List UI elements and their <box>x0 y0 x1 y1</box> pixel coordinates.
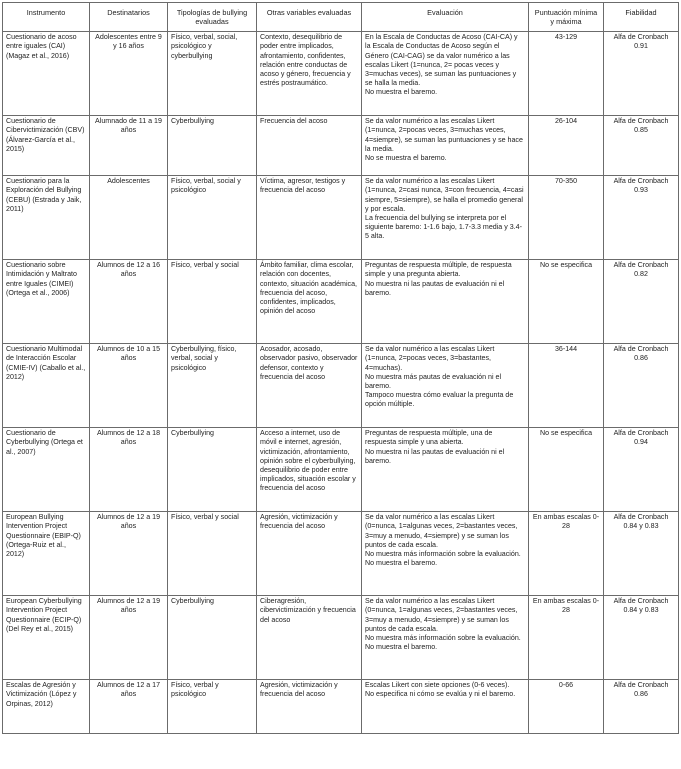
otras-text: Ámbito familiar, clima escolar, relación con docentes, contexto, situación académica, frecuencia del acoso, confidentes, implicados, opinión del acoso <box>260 261 358 316</box>
cell-fiabilidad <box>604 680 679 734</box>
cell-instrumento <box>3 260 90 344</box>
cell-tipologias <box>168 116 257 176</box>
cell-evaluacion <box>362 596 529 680</box>
fiabilidad-line: Alfa de Cronbach <box>613 117 669 126</box>
cell-tipologias <box>168 32 257 116</box>
instrumento-text: Cuestionario de Cyberbullying (Ortega et al., 2007) <box>6 429 83 456</box>
cell-instrumento <box>3 32 90 116</box>
table-row <box>3 680 679 734</box>
cell-fiabilidad <box>604 32 679 116</box>
cell-otras <box>257 680 362 734</box>
tipologias-text: Físico, verbal, social, psicológico y cyberbullying <box>171 33 238 60</box>
destinatarios-text: Alumnos de 12 a 19 años <box>96 597 161 615</box>
header-instrumento: Instrumento <box>3 3 90 32</box>
fiabilidad-line: 0.86 <box>634 354 648 363</box>
cell-tipologias <box>168 344 257 428</box>
fiabilidad-line: 0.86 <box>634 690 648 699</box>
fiabilidad-line: 0.84 y 0.83 <box>623 606 659 615</box>
header-fiabilidad: Fiabilidad <box>604 3 679 32</box>
cell-otras <box>257 344 362 428</box>
evaluacion-line: La frecuencia del bullying se interpreta por el siguiente baremo: 1-1.6 bajo, 1.7-3.3 media y 3.4-5 alta. <box>365 213 522 241</box>
tipologias-text: Cyberbullying <box>171 117 214 126</box>
cell-instrumento <box>3 116 90 176</box>
puntuacion-text: 43-129 <box>554 33 578 42</box>
table-row <box>3 512 679 596</box>
header-evaluacion: Evaluación <box>362 3 529 32</box>
destinatarios-text: Alumnado de 11 a 19 años <box>95 117 162 135</box>
fiabilidad-line: Alfa de Cronbach <box>613 345 669 354</box>
fiabilidad-line: Alfa de Cronbach <box>613 177 669 186</box>
puntuacion-text: 0-66 <box>558 681 574 690</box>
cell-destinatarios <box>90 344 168 428</box>
cell-otras <box>257 116 362 176</box>
cell-otras <box>257 428 362 512</box>
cell-otras <box>257 32 362 116</box>
cell-instrumento <box>3 512 90 596</box>
table-row <box>3 596 679 680</box>
puntuacion-text: En ambas escalas 0-28 <box>532 513 600 531</box>
cell-destinatarios <box>90 680 168 734</box>
otras-text: Frecuencia del acoso <box>260 117 328 126</box>
cell-puntuacion <box>529 428 604 512</box>
evaluacion-line: No especifica ni cómo se evalúa y ni el baremo. <box>365 690 516 699</box>
cell-evaluacion <box>362 176 529 260</box>
cell-puntuacion <box>529 32 604 116</box>
cell-fiabilidad <box>604 260 679 344</box>
cell-destinatarios <box>90 32 168 116</box>
header-tipologias: Tipologías de bullying evaluadas <box>168 3 257 32</box>
evaluacion-line: Se da valor numérico a las escalas Likert (0=nunca, 1=algunas veces, 2=bastantes veces, 3=muy a menudo, 4=siempre) y se suman los puntos de cada escala. <box>365 597 518 633</box>
header-destinatarios: Destinatarios <box>90 3 168 32</box>
cell-destinatarios <box>90 512 168 596</box>
evaluacion-line: No muestra ni las pautas de evaluación ni el baremo. <box>365 447 505 465</box>
table-row <box>3 344 679 428</box>
cell-fiabilidad <box>604 512 679 596</box>
header-row <box>3 3 679 32</box>
cell-destinatarios <box>90 116 168 176</box>
cell-puntuacion <box>529 680 604 734</box>
cell-otras <box>257 512 362 596</box>
evaluacion-line: En la Escala de Conductas de Acoso (CAI-CA) y la Escala de Conductas de Acoso según el Género (CAI-CAG) se da valor numérico a las escalas Likert (1=nunca, 2= pocas veces y 3=muchas veces), se suman las puntuaciones y se halla la media. <box>365 33 518 88</box>
tipologias-text: Físico, verbal y psicológico <box>171 681 219 699</box>
cell-puntuacion <box>529 176 604 260</box>
cell-puntuacion <box>529 596 604 680</box>
evaluacion-line: No muestra el baremo. <box>365 88 438 97</box>
puntuacion-text: 36-144 <box>554 345 578 354</box>
cell-destinatarios <box>90 596 168 680</box>
tipologias-text: Físico, verbal y social <box>171 513 239 522</box>
header-puntuacion: Puntuación mínima y máxima <box>529 3 604 32</box>
instrumento-text: Cuestionario Multimodal de Interacción Escolar (CMIE-IV) (Caballo et al., 2012) <box>6 345 86 381</box>
evaluacion-line: No muestra el baremo. <box>365 643 438 652</box>
cell-destinatarios <box>90 176 168 260</box>
cell-otras <box>257 260 362 344</box>
fiabilidad-line: Alfa de Cronbach <box>613 33 669 42</box>
cell-otras <box>257 176 362 260</box>
table-row <box>3 260 679 344</box>
cell-puntuacion <box>529 260 604 344</box>
cell-tipologias <box>168 260 257 344</box>
otras-text: Ciberagresión, cibervictimización y frecuencia del acoso <box>260 597 356 624</box>
otras-text: Contexto, desequilibrio de poder entre implicados, afrontamiento, confidentes, relación entre conductas de acoso y género, frecuencia y estrés postraumático. <box>260 33 351 88</box>
fiabilidad-line: 0.84 y 0.83 <box>623 522 659 531</box>
cell-instrumento <box>3 596 90 680</box>
cell-fiabilidad <box>604 596 679 680</box>
evaluacion-line: Tampoco muestra cómo evaluar la pregunta de opción múltiple. <box>365 391 514 409</box>
cell-evaluacion <box>362 680 529 734</box>
tipologias-text: Físico, verbal, social y psicológico <box>171 177 241 195</box>
fiabilidad-line: 0.91 <box>634 42 648 51</box>
cell-tipologias <box>168 680 257 734</box>
instruments-table <box>2 2 679 734</box>
evaluacion-line: Se da valor numérico a las escalas Likert (1=nunca, 2=pocas veces, 3=muchas veces, 4=siempre), se suman las puntuaciones y se hace la media. <box>365 117 523 153</box>
fiabilidad-line: Alfa de Cronbach <box>613 429 669 438</box>
fiabilidad-line: 0.93 <box>634 186 648 195</box>
puntuacion-text: 26-104 <box>554 117 578 126</box>
evaluacion-line: Preguntas de respuesta múltiple, una de respuesta simple y una abierta. <box>365 429 493 447</box>
otras-text: Víctima, agresor, testigos y frecuencia del acoso <box>260 177 346 195</box>
puntuacion-text: No se especifica <box>539 261 593 270</box>
cell-tipologias <box>168 596 257 680</box>
otras-text: Acosador, acosado, observador pasivo, observador defensor, contexto y frecuencia del acoso <box>260 345 358 381</box>
cell-fiabilidad <box>604 116 679 176</box>
otras-text: Acceso a internet, uso de móvil e internet, agresión, victimización, afrontamiento, opinión sobre el cyberbullying, desequilibrio de poder entre implicados, situación escolar y frecuencia del acoso <box>260 429 356 493</box>
table-row <box>3 428 679 512</box>
cell-evaluacion <box>362 260 529 344</box>
instrumento-text: Cuestionario de acoso entre iguales (CAI) (Magaz et al., 2016) <box>6 33 77 60</box>
cell-puntuacion <box>529 512 604 596</box>
fiabilidad-line: Alfa de Cronbach <box>613 681 669 690</box>
evaluacion-line: Se da valor numérico a las escalas Likert (0=nunca, 1=algunas veces, 2=bastantes veces, 3=muy a menudo, 4=siempre) y se suman los puntos de cada escala. <box>365 513 518 549</box>
instrumento-text: European Bullying Intervention Project Questionnaire (EBIP-Q) (Ortega-Ruiz et al., 2012) <box>6 513 81 558</box>
destinatarios-text: Alumnos de 12 a 16 años <box>96 261 161 279</box>
cell-tipologias <box>168 428 257 512</box>
fiabilidad-line: Alfa de Cronbach <box>613 597 669 606</box>
cell-instrumento <box>3 344 90 428</box>
cell-destinatarios <box>90 260 168 344</box>
evaluacion-line: Se da valor numérico a las escalas Likert (1=nunca, 2=pocas veces, 3=bastantes, 4=muchas). <box>365 345 495 372</box>
fiabilidad-line: Alfa de Cronbach <box>613 261 669 270</box>
cell-tipologias <box>168 176 257 260</box>
destinatarios-text: Alumnos de 12 a 17 años <box>96 681 161 699</box>
destinatarios-text: Alumnos de 12 a 19 años <box>96 513 161 531</box>
otras-text: Agresión, victimización y frecuencia del acoso <box>260 681 338 699</box>
fiabilidad-line: 0.85 <box>634 126 648 135</box>
table-row <box>3 176 679 260</box>
evaluacion-line: No muestra el baremo. <box>365 559 438 568</box>
evaluacion-line: No muestra más información sobre la evaluación. <box>365 549 521 558</box>
header-otras: Otras variables evaluadas <box>257 3 362 32</box>
instrumento-text: European Cyberbullying Intervention Project Questionnaire (ECIP-Q) (Del Rey et al., 2015) <box>6 597 82 633</box>
instrumento-text: Cuestionario de Cibervictimización (CBV) (Álvarez-García et al., 2015) <box>6 117 85 153</box>
evaluacion-line: Escalas Likert con siete opciones (0-6 veces). <box>365 681 510 690</box>
otras-text: Agresión, victimización y frecuencia del acoso <box>260 513 338 531</box>
evaluacion-line: No muestra ni las pautas de evaluación ni el baremo. <box>365 279 505 297</box>
table-row <box>3 116 679 176</box>
tipologias-text: Cyberbullying, físico, verbal, social y psicológico <box>171 345 237 372</box>
cell-evaluacion <box>362 344 529 428</box>
cell-evaluacion <box>362 116 529 176</box>
evaluacion-line: No muestra más información sobre la evaluación. <box>365 633 521 642</box>
cell-puntuacion <box>529 116 604 176</box>
fiabilidad-line: Alfa de Cronbach <box>613 513 669 522</box>
cell-evaluacion <box>362 32 529 116</box>
evaluacion-line: No muestra más pautas de evaluación ni el baremo. <box>365 372 502 390</box>
puntuacion-text: 70-350 <box>554 177 578 186</box>
instrumento-text: Cuestionario sobre Intimidación y Maltrato entre Iguales (CIMEI) (Ortega et al., 2006) <box>6 261 77 297</box>
cell-instrumento <box>3 428 90 512</box>
instrumento-text: Cuestionario para la Exploración del Bullying (CEBU) (Estrada y Jaik, 2011) <box>6 177 82 213</box>
destinatarios-text: Adolescentes <box>107 177 150 186</box>
evaluacion-line: Preguntas de respuesta múltiple, de respuesta simple y una pregunta abierta. <box>365 261 512 279</box>
cell-otras <box>257 596 362 680</box>
cell-destinatarios <box>90 428 168 512</box>
table-row <box>3 32 679 116</box>
evaluacion-line: Se da valor numérico a las escalas Likert (1=nunca, 2=casi nunca, 3=con frecuencia, 4=casi siempre, 5=siempre), se halla el promedio general y por escala. <box>365 177 524 213</box>
cell-fiabilidad <box>604 428 679 512</box>
cell-instrumento <box>3 176 90 260</box>
tipologias-text: Cyberbullying <box>171 597 214 606</box>
cell-evaluacion <box>362 428 529 512</box>
cell-fiabilidad <box>604 176 679 260</box>
tipologias-text: Cyberbullying <box>171 429 214 438</box>
puntuacion-text: En ambas escalas 0-28 <box>532 597 600 615</box>
cell-instrumento <box>3 680 90 734</box>
cell-fiabilidad <box>604 344 679 428</box>
instrumento-text: Escalas de Agresión y Victimización (López y Orpinas, 2012) <box>6 681 77 708</box>
tipologias-text: Físico, verbal y social <box>171 261 239 270</box>
fiabilidad-line: 0.94 <box>634 438 648 447</box>
destinatarios-text: Alumnos de 12 a 18 años <box>96 429 161 447</box>
cell-puntuacion <box>529 344 604 428</box>
fiabilidad-line: 0.82 <box>634 270 648 279</box>
evaluacion-line: No se muestra el baremo. <box>365 153 447 162</box>
cell-tipologias <box>168 512 257 596</box>
cell-evaluacion <box>362 512 529 596</box>
destinatarios-text: Adolescentes entre 9 y 16 años <box>95 33 162 51</box>
destinatarios-text: Alumnos de 10 a 15 años <box>96 345 161 363</box>
puntuacion-text: No se especifica <box>539 429 593 438</box>
